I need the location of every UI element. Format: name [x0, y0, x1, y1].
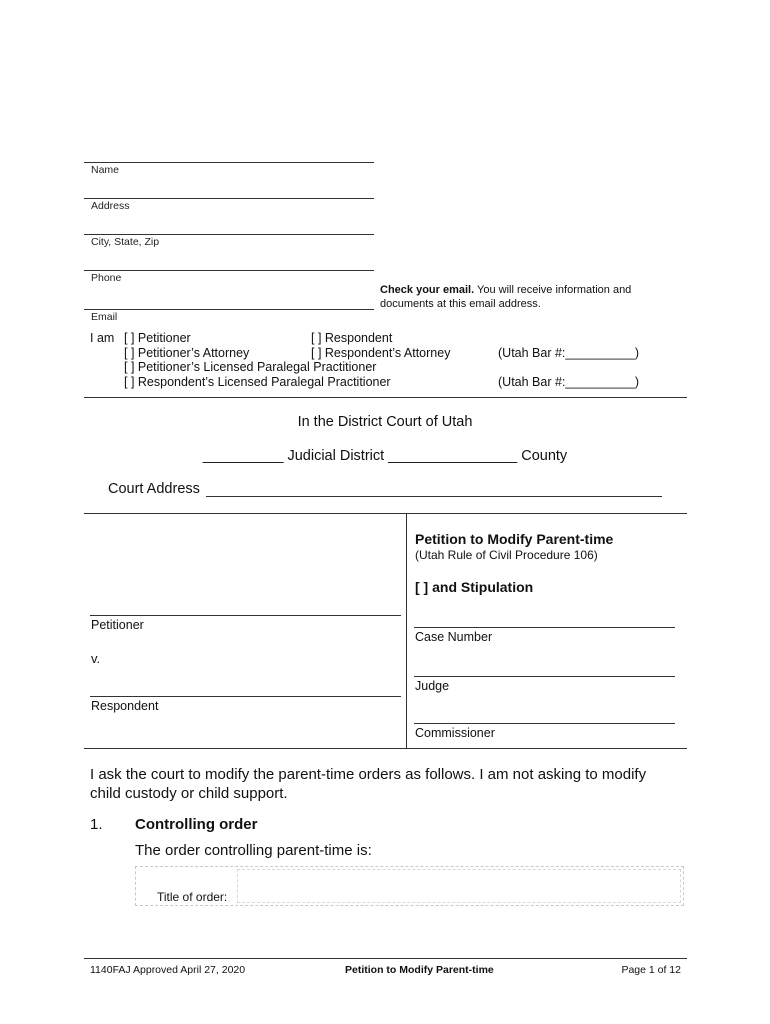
stipulation-checkbox[interactable]: [ ] and Stipulation: [415, 579, 534, 595]
versus-label: v.: [91, 651, 101, 666]
title-of-order-input[interactable]: [237, 869, 681, 903]
checkbox-petitioner[interactable]: [ ] Petitioner: [124, 331, 191, 345]
phone-label: Phone: [91, 272, 122, 284]
checkbox-petitioner-attorney[interactable]: [ ] Petitioner’s Attorney: [124, 346, 250, 360]
address-label: Address: [91, 200, 130, 212]
intro-paragraph: [90, 765, 646, 803]
commissioner-line[interactable]: [414, 723, 675, 724]
email-notice-text: You will receive information and: [474, 284, 632, 296]
phone-line[interactable]: [84, 270, 374, 271]
footer-page-number: Page 1 of 12: [621, 964, 681, 976]
caption-bottom-border: [84, 748, 687, 749]
case-number-label: Case Number: [415, 630, 493, 644]
checkbox-respondent-attorney[interactable]: [ ] Respondent’s Attorney: [311, 346, 451, 360]
caption-center-divider: [406, 513, 407, 748]
email-label: Email: [91, 311, 118, 323]
footer-divider: [84, 958, 687, 959]
utah-bar-number-2[interactable]: (Utah Bar #:__________): [498, 375, 640, 389]
title-of-order-label: Title of order:: [157, 890, 228, 904]
footer-form-number: 1140FAJ Approved April 27, 2020: [90, 964, 246, 976]
email-notice: [380, 283, 631, 311]
judge-label: Judge: [415, 679, 450, 693]
city-state-zip-line[interactable]: [84, 234, 374, 235]
footer-title: Petition to Modify Parent-time: [345, 964, 494, 976]
commissioner-label: Commissioner: [415, 726, 495, 740]
intro-line-1: I ask the court to modify the parent-time orders as follows. I am not asking to modify: [90, 766, 647, 783]
header-divider: [84, 397, 687, 398]
court-heading: In the District Court of Utah: [297, 414, 473, 430]
section-title: Controlling order: [135, 816, 258, 833]
caption-top-border: [84, 513, 687, 514]
email-notice-bold: Check your email.: [380, 284, 475, 296]
respondent-name-line[interactable]: [90, 696, 401, 697]
address-line[interactable]: [84, 198, 374, 199]
i-am-label: I am: [90, 331, 115, 345]
name-label: Name: [91, 164, 120, 176]
case-number-line[interactable]: [414, 627, 675, 628]
section-text: The order controlling parent-time is:: [135, 842, 372, 859]
court-address-line[interactable]: [206, 496, 662, 497]
city-state-zip-label: City, State, Zip: [91, 236, 160, 248]
checkbox-petitioner-lpp[interactable]: [ ] Petitioner’s Licensed Paralegal Practitioner: [124, 360, 377, 374]
petitioner-label: Petitioner: [91, 618, 144, 632]
court-address-label: Court Address: [108, 481, 200, 497]
email-line[interactable]: [84, 309, 374, 310]
respondent-label: Respondent: [91, 699, 159, 713]
document-title: Petition to Modify Parent-time: [415, 531, 614, 547]
utah-bar-number-1[interactable]: (Utah Bar #:__________): [498, 346, 640, 360]
checkbox-respondent-lpp[interactable]: [ ] Respondent’s Licensed Paralegal Practitioner: [124, 375, 391, 389]
district-county-line[interactable]: __________ Judicial District ________________ County: [202, 448, 568, 464]
document-rule: (Utah Rule of Civil Procedure 106): [415, 548, 598, 562]
name-line[interactable]: [84, 162, 374, 163]
intro-line-2: child custody or child support.: [90, 785, 288, 802]
petitioner-name-line[interactable]: [90, 615, 401, 616]
judge-line[interactable]: [414, 676, 675, 677]
email-notice-line2: documents at this email address.: [380, 298, 541, 310]
section-number: 1.: [90, 816, 103, 833]
checkbox-respondent[interactable]: [ ] Respondent: [311, 331, 393, 345]
